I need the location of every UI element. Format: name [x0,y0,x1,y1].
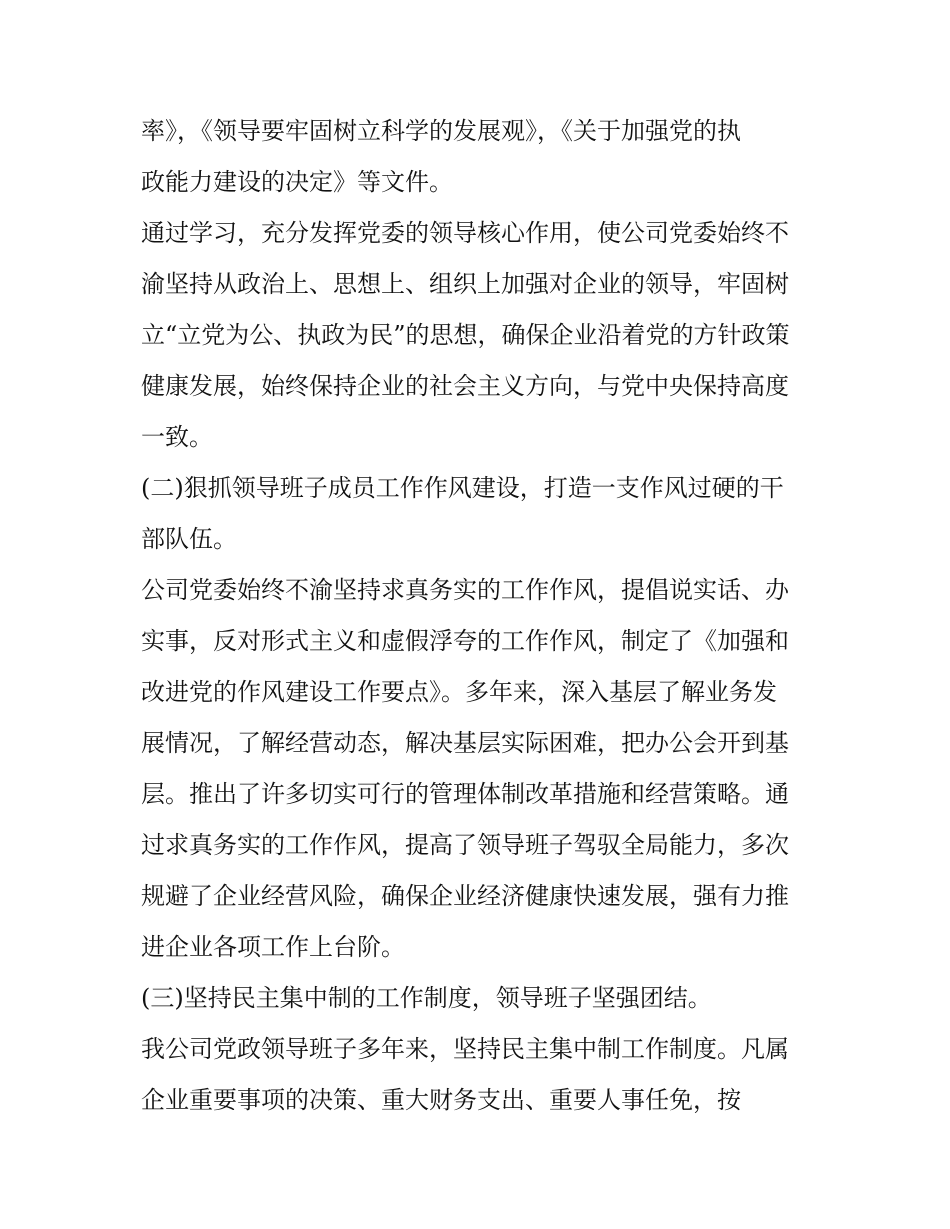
text-line: 政能力建设的决定》等文件。 [141,168,453,196]
text-line: 健康发展，始终保持企业的社会主义方向，与党中央保持高度 [141,372,789,400]
text-line: 通过学习，充分发挥党委的领导核心作用，使公司党委始终不 [141,219,789,247]
section-heading-line: (三)坚持民主集中制的工作制度，领导班子坚强团结。 [141,984,712,1012]
text-line: 规避了企业经营风险，确保企业经济健康快速发展，强有力推 [141,882,789,910]
text-line: 率》，《领导要牢固树立科学的发展观》，《关于加强党的执 [141,117,741,145]
text-line: 进企业各项工作上台阶。 [141,933,405,961]
text-line: 一致。 [141,423,213,451]
document-body [141,106,821,1126]
text-line: 改进党的作风建设工作要点》。多年来，深入基层了解业务发 [141,678,777,706]
text-line: 渝坚持从政治上、思想上、组织上加强对企业的领导，牢固树 [141,270,789,298]
text-line: 企业重要事项的决策、重大财务支出、重要人事任免，按 [141,1086,741,1114]
text-line: 过求真务实的工作作风，提高了领导班子驾驭全局能力，多次 [141,831,789,859]
section-heading-line: 部队伍。 [141,525,237,553]
text-line: 层。推出了许多切实可行的管理体制改革措施和经营策略。通 [141,780,789,808]
text-line: 立“立党为公、执政为民”的思想，确保企业沿着党的方针政策 [141,321,790,349]
text-line: 公司党委始终不渝坚持求真务实的工作作风，提倡说实话、办 [141,576,789,604]
text-line: 我公司党政领导班子多年来，坚持民主集中制工作制度。凡属 [141,1035,789,1063]
section-heading-line: (二)狠抓领导班子成员工作作风建设，打造一支作风过硬的干 [141,474,784,502]
text-line: 实事，反对形式主义和虚假浮夸的工作作风，制定了《加强和 [141,627,789,655]
text-line: 展情况，了解经营动态，解决基层实际困难，把办公会开到基 [141,729,789,757]
